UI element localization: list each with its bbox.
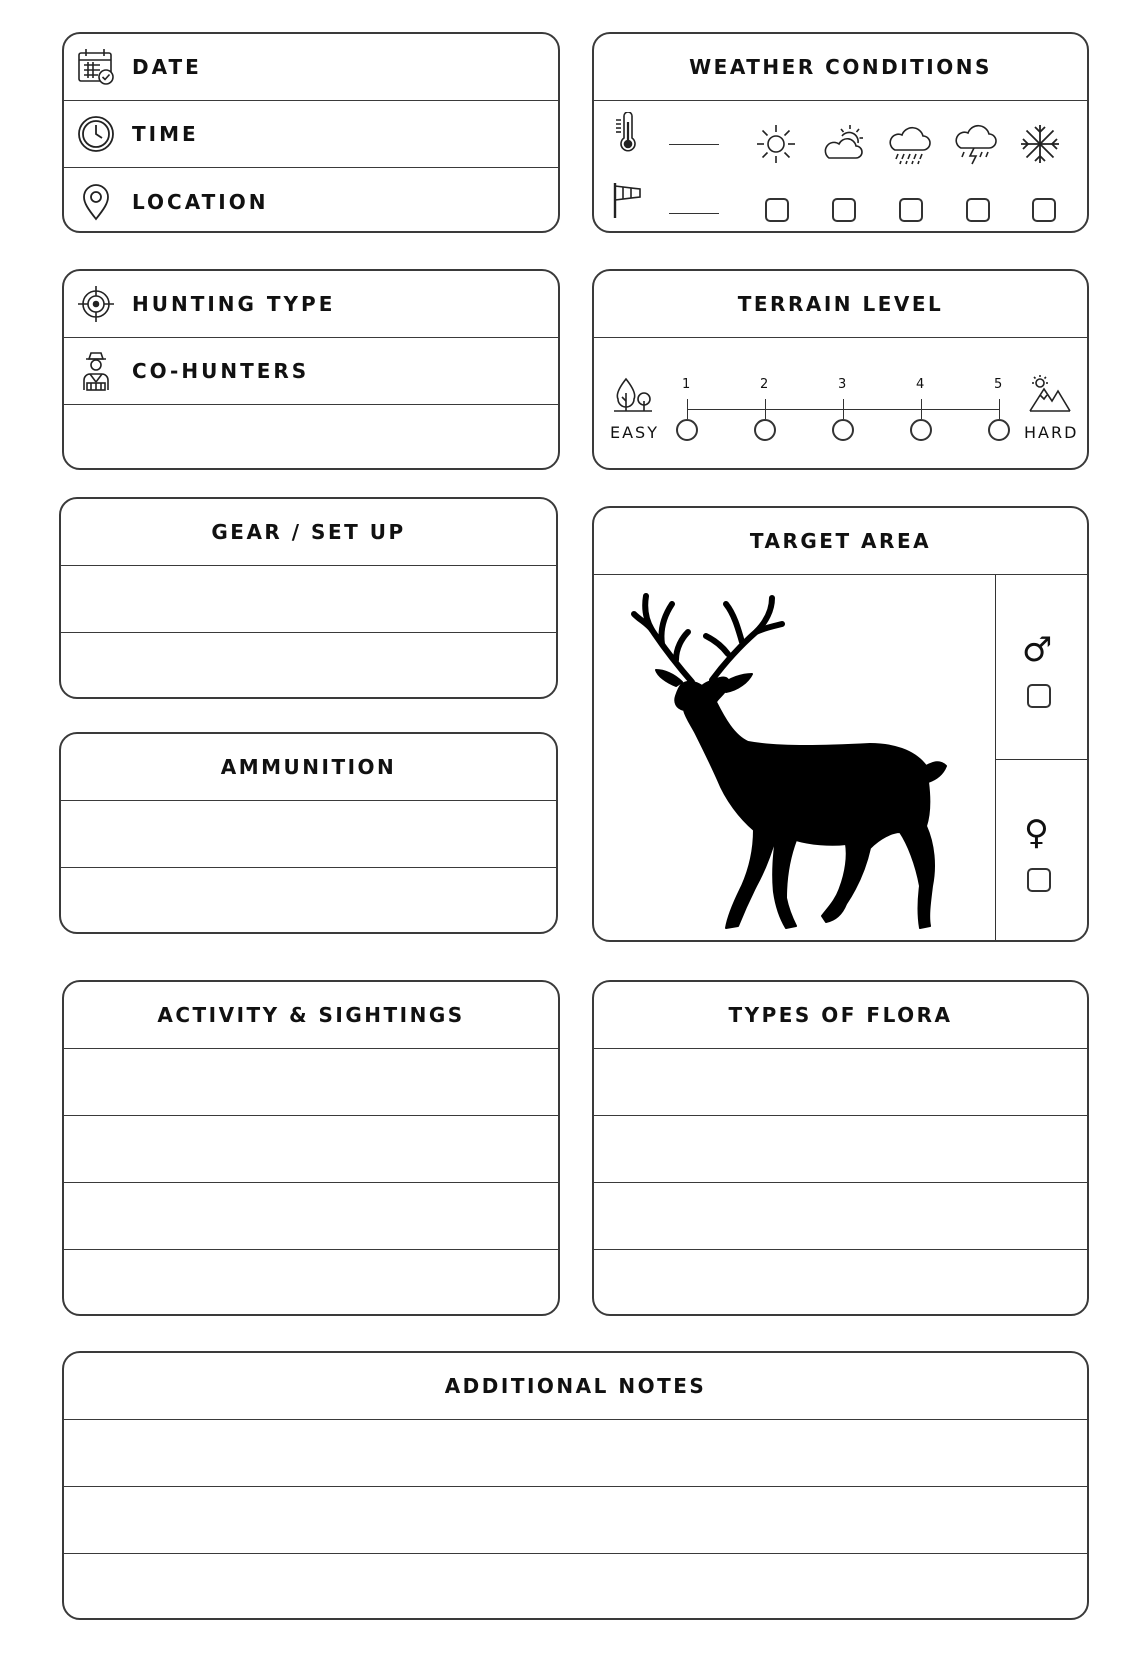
flora-line-2[interactable]	[594, 1116, 1087, 1183]
terrain-box	[592, 269, 1089, 470]
notes-box	[62, 1351, 1089, 1620]
activity-box	[62, 980, 560, 1316]
weather-box	[592, 32, 1089, 233]
gear-box	[59, 497, 558, 699]
level-1-label: 1	[682, 377, 693, 392]
activity-line-2[interactable]	[64, 1116, 558, 1183]
info-box	[62, 32, 560, 233]
gear-line-1[interactable]	[61, 566, 556, 633]
level-5-radio[interactable]	[988, 419, 1010, 441]
notes-header	[64, 1353, 1087, 1420]
ammunition-title: AMMUNITION	[220, 755, 397, 779]
hunting-type-row[interactable]	[64, 271, 558, 338]
level-2-radio[interactable]	[754, 419, 776, 441]
level-3-radio[interactable]	[832, 419, 854, 441]
hunter-icon	[76, 350, 116, 392]
time-row[interactable]	[64, 101, 558, 168]
activity-line-3[interactable]	[64, 1183, 558, 1250]
mountain-icon	[1028, 373, 1072, 415]
date-label: DATE	[132, 55, 202, 79]
weather-title: WEATHER CONDITIONS	[689, 55, 992, 79]
notes-line-2[interactable]	[64, 1487, 1087, 1554]
time-label: TIME	[132, 122, 199, 146]
partly-cloudy-icon	[820, 122, 866, 166]
thunderstorm-icon	[952, 122, 998, 166]
notes-line-1[interactable]	[64, 1420, 1087, 1487]
location-label: LOCATION	[132, 189, 269, 214]
level-2-tick	[765, 399, 766, 419]
ammunition-box	[59, 732, 558, 934]
level-4-label: 4	[916, 377, 927, 392]
activity-header	[64, 982, 558, 1049]
notes-line-3[interactable]	[64, 1554, 1087, 1620]
snowflake-icon	[1018, 122, 1062, 166]
target-header	[594, 508, 1087, 575]
crosshair-icon	[76, 284, 116, 324]
flora-title: TYPES OF FLORA	[728, 1003, 953, 1027]
thunderstorm-checkbox[interactable]	[966, 198, 990, 222]
level-3-tick	[843, 399, 844, 419]
rain-cloud-icon	[886, 122, 932, 166]
windsock-icon	[610, 180, 646, 220]
ammunition-header	[61, 734, 556, 801]
ammunition-line-2[interactable]	[61, 868, 556, 934]
ammunition-line-1[interactable]	[61, 801, 556, 868]
partly-cloudy-checkbox[interactable]	[832, 198, 856, 222]
calendar-icon	[76, 47, 116, 87]
location-row[interactable]	[64, 168, 558, 233]
flora-line-3[interactable]	[594, 1183, 1087, 1250]
gear-line-2[interactable]	[61, 633, 556, 699]
sunny-checkbox[interactable]	[765, 198, 789, 222]
female-checkbox[interactable]	[1027, 868, 1051, 892]
target-title: TARGET AREA	[749, 529, 932, 553]
male-checkbox[interactable]	[1027, 684, 1051, 708]
level-2-label: 2	[760, 377, 771, 392]
co-hunters-row[interactable]	[64, 338, 558, 405]
level-4-tick	[921, 399, 922, 419]
hunting-box	[62, 269, 560, 470]
terrain-header	[594, 271, 1087, 338]
flora-line-4[interactable]	[594, 1250, 1087, 1316]
notes-title: ADDITIONAL NOTES	[444, 1374, 707, 1398]
activity-line-1[interactable]	[64, 1049, 558, 1116]
trees-icon	[612, 375, 654, 415]
sun-icon	[754, 122, 798, 166]
thermometer-icon	[612, 112, 642, 154]
level-5-tick	[999, 399, 1000, 419]
temperature-blank-line[interactable]	[669, 144, 719, 145]
map-pin-icon	[76, 182, 116, 222]
level-1-radio[interactable]	[676, 419, 698, 441]
co-hunters-label: CO-HUNTERS	[132, 359, 310, 383]
co-hunters-blank-row[interactable]	[64, 405, 558, 470]
hard-label: HARD	[1024, 423, 1079, 442]
clock-icon	[76, 114, 116, 154]
activity-title: ACTIVITY & SIGHTINGS	[157, 1003, 465, 1027]
level-4-radio[interactable]	[910, 419, 932, 441]
flora-line-1[interactable]	[594, 1049, 1087, 1116]
target-area-box	[592, 506, 1089, 942]
level-1-tick	[687, 399, 688, 419]
activity-line-4[interactable]	[64, 1250, 558, 1316]
hunting-type-label: HUNTING TYPE	[132, 292, 336, 316]
snowy-checkbox[interactable]	[1032, 198, 1056, 222]
rainy-checkbox[interactable]	[899, 198, 923, 222]
gear-header	[61, 499, 556, 566]
male-symbol: ♂	[1022, 630, 1053, 670]
flora-header	[594, 982, 1087, 1049]
terrain-title: TERRAIN LEVEL	[737, 292, 944, 316]
female-symbol: ♀	[1024, 813, 1049, 853]
level-3-label: 3	[838, 377, 849, 392]
gender-divider	[995, 759, 1087, 760]
weather-header	[594, 34, 1087, 101]
gear-title: GEAR / SET UP	[211, 520, 406, 544]
flora-box	[592, 980, 1089, 1316]
target-divider	[995, 575, 996, 940]
level-5-label: 5	[994, 377, 1005, 392]
date-row[interactable]	[64, 34, 558, 101]
wind-blank-line[interactable]	[669, 213, 719, 214]
deer-silhouette-icon	[630, 586, 960, 936]
easy-label: EASY	[610, 423, 659, 442]
